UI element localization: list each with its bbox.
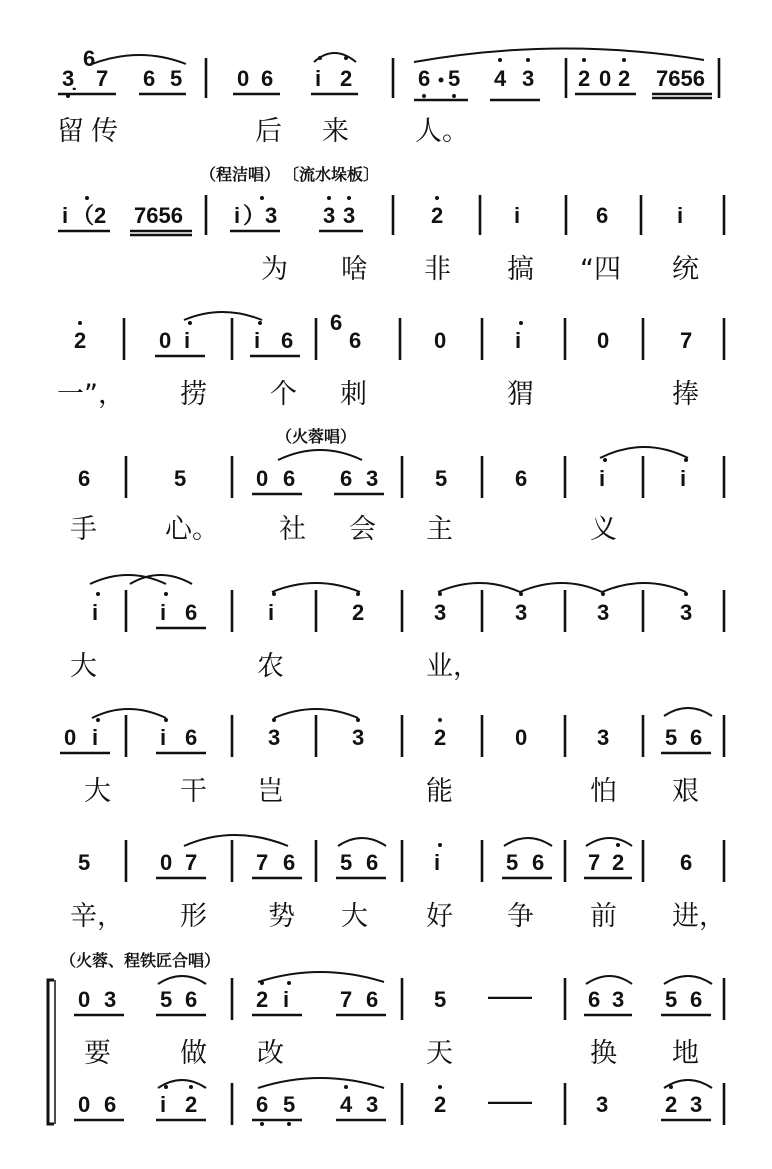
note: 3 [366, 1092, 379, 1117]
note: 6 [261, 66, 274, 91]
note: 5 [435, 466, 448, 491]
note: 3̣ [62, 66, 75, 91]
lyric: 人。 [415, 116, 469, 147]
note: i [62, 203, 69, 228]
note: 6 [690, 987, 703, 1012]
lyric: “四 [580, 254, 621, 285]
lyric: 辛， [70, 901, 124, 932]
lyric: 农 [257, 651, 284, 682]
note: 6 [256, 1092, 269, 1117]
score-row-8 [48, 951, 724, 1124]
lyric: 一”， [57, 379, 125, 410]
lyric: 捞 [180, 379, 207, 410]
lyric: 要 [84, 1038, 111, 1069]
score-row-3 [57, 310, 724, 410]
note: 3 [680, 600, 693, 625]
note: 3 [343, 203, 356, 228]
note: 2 [74, 328, 87, 353]
lyric: 势 [268, 901, 295, 932]
note: i [514, 203, 521, 228]
note: 0 [597, 328, 610, 353]
lyric: 大 [84, 776, 111, 807]
lyric: 地 [672, 1038, 699, 1069]
note: 3 [323, 203, 336, 228]
lyric: 心。 [165, 514, 219, 545]
note: 3 [515, 600, 528, 625]
note: i [677, 203, 684, 228]
note: 4 [340, 1092, 353, 1117]
note: 6 [588, 987, 601, 1012]
note: i [160, 725, 167, 750]
note: 5 [506, 850, 519, 875]
note: 7 [680, 328, 693, 353]
note: 6 [366, 850, 379, 875]
note: 2 [352, 600, 365, 625]
note: —— [488, 1089, 532, 1114]
lyric: 猬 [507, 379, 534, 410]
lyric: 艰 [672, 776, 699, 807]
grace-note: 6 [83, 46, 96, 71]
lyric: 主 [426, 514, 453, 545]
lyric: 会 [349, 514, 376, 545]
note: 5 [170, 66, 183, 91]
note: i [234, 203, 241, 228]
note: 5 [434, 987, 447, 1012]
note: （2 [72, 203, 107, 228]
note: i [254, 328, 261, 353]
lyric: 义 [590, 514, 617, 545]
note: 7 [185, 850, 198, 875]
note: 0 [515, 725, 528, 750]
lyric: 为 [261, 254, 288, 285]
note: 0 [237, 66, 250, 91]
note: 2 [340, 66, 353, 91]
note: 6 [349, 328, 362, 353]
note: 7 [96, 66, 109, 91]
note: 2 [434, 1092, 447, 1117]
note: 5 [448, 66, 461, 91]
score-row-2 [58, 165, 724, 285]
lyric: 留 [57, 116, 84, 147]
lyric: 改 [257, 1038, 284, 1069]
note: —— [488, 984, 532, 1009]
note: 6 [680, 850, 693, 875]
note: 6 [185, 600, 198, 625]
note: 2 [431, 203, 444, 228]
note: 3 [268, 725, 281, 750]
note: 0 [78, 1092, 91, 1117]
grace-note: 6 [330, 310, 343, 335]
note: 3 [434, 600, 447, 625]
lyric: 岂 [257, 776, 284, 807]
note: 6 [532, 850, 545, 875]
lyric: 啥 [341, 254, 368, 285]
note: 6 [281, 328, 294, 353]
note: 5 [665, 987, 678, 1012]
system-bracket [48, 980, 54, 1124]
note: 6 [143, 66, 156, 91]
note: 2 [434, 725, 447, 750]
singer-label: （程洁唱） [200, 165, 281, 184]
note: 2 [185, 1092, 198, 1117]
note: 5 [174, 466, 187, 491]
lyric: 非 [424, 254, 451, 285]
lyric: 怕 [590, 776, 617, 807]
note: i [283, 987, 290, 1012]
score-row-5 [70, 575, 724, 682]
note: 2 [612, 850, 625, 875]
note: 0 [599, 66, 612, 91]
note: i [160, 1092, 167, 1117]
score-row-9 [74, 1078, 724, 1126]
note: i [680, 466, 687, 491]
note: 3 [597, 600, 610, 625]
note: i [434, 850, 441, 875]
note: i [599, 466, 606, 491]
note: 0 [256, 466, 269, 491]
note: 5 [78, 850, 91, 875]
note: 6 [690, 725, 703, 750]
lyric: 捧 [672, 379, 699, 410]
note: 0 [78, 987, 91, 1012]
lyric: 统 [672, 254, 699, 285]
note: 0 [159, 328, 172, 353]
note: 2 [578, 66, 591, 91]
note: i [92, 725, 99, 750]
note: 3 [597, 725, 610, 750]
note: 7 [256, 850, 269, 875]
score-row-6 [60, 708, 724, 807]
note: 6 [185, 725, 198, 750]
lyric: 业， [426, 651, 480, 682]
lyric: 能 [426, 776, 453, 807]
lyric: 做 [180, 1038, 207, 1069]
note: 6 [78, 466, 91, 491]
lyric: 争 [507, 901, 534, 932]
lyric: 刺 [340, 379, 367, 410]
lyric: 搞 [507, 254, 534, 285]
note: 4 [494, 66, 507, 91]
lyric: 社 [279, 514, 306, 545]
lyric: 手 [70, 514, 97, 545]
lyric: 前 [590, 901, 617, 932]
note: i [160, 600, 167, 625]
note: i [315, 66, 322, 91]
score-row-1 [57, 46, 719, 147]
note: 2 [665, 1092, 678, 1117]
lyric: 传 [91, 116, 118, 147]
note: 0 [434, 328, 447, 353]
note: 3 [366, 466, 379, 491]
note: i [184, 328, 191, 353]
note: i [268, 600, 275, 625]
tempo-label: 〔流水垛板〕 [283, 165, 380, 184]
lyric: 天 [426, 1038, 453, 1069]
note: 3 [104, 987, 117, 1012]
lyric: 进， [672, 901, 726, 932]
note: 6 [340, 466, 353, 491]
note: 3 [596, 1092, 609, 1117]
lyric: 来 [322, 116, 349, 147]
lyric: 大 [70, 651, 97, 682]
lyric: 后 [255, 116, 282, 147]
score-row-4 [70, 427, 724, 545]
lyric: 干 [180, 776, 207, 807]
note: 7656 [134, 203, 183, 228]
lyric: 换 [590, 1038, 617, 1069]
singer-label: （火蓉唱） [276, 427, 357, 446]
note: 0 [160, 850, 173, 875]
note: i [515, 328, 522, 353]
note: 5 [283, 1092, 296, 1117]
note: 6 [596, 203, 609, 228]
lyric: 个 [270, 379, 297, 410]
note: 6 [283, 850, 296, 875]
note: 2 [618, 66, 631, 91]
note: i [92, 600, 99, 625]
note: 7 [340, 987, 353, 1012]
note: 6 [185, 987, 198, 1012]
note: 6 [515, 466, 528, 491]
note: 3 [522, 66, 535, 91]
note: 2 [256, 987, 269, 1012]
note: 5 [340, 850, 353, 875]
note: 5 [665, 725, 678, 750]
note: 7656 [656, 66, 705, 91]
lyric: 好 [426, 901, 453, 932]
note: 6 [418, 66, 431, 91]
lyric: 大 [341, 901, 368, 932]
singer-label: （火蓉、程铁匠合唱） [60, 951, 221, 970]
note: 6 [366, 987, 379, 1012]
note: 7 [588, 850, 601, 875]
note: 6 [283, 466, 296, 491]
note: ）3 [243, 203, 278, 228]
note: 3 [352, 725, 365, 750]
note: 5 [160, 987, 173, 1012]
score-row-7 [70, 835, 726, 932]
note: 6 [104, 1092, 117, 1117]
note: 0 [64, 725, 77, 750]
note: 3 [612, 987, 625, 1012]
note: 3 [690, 1092, 703, 1117]
lyric: 形 [180, 901, 207, 932]
